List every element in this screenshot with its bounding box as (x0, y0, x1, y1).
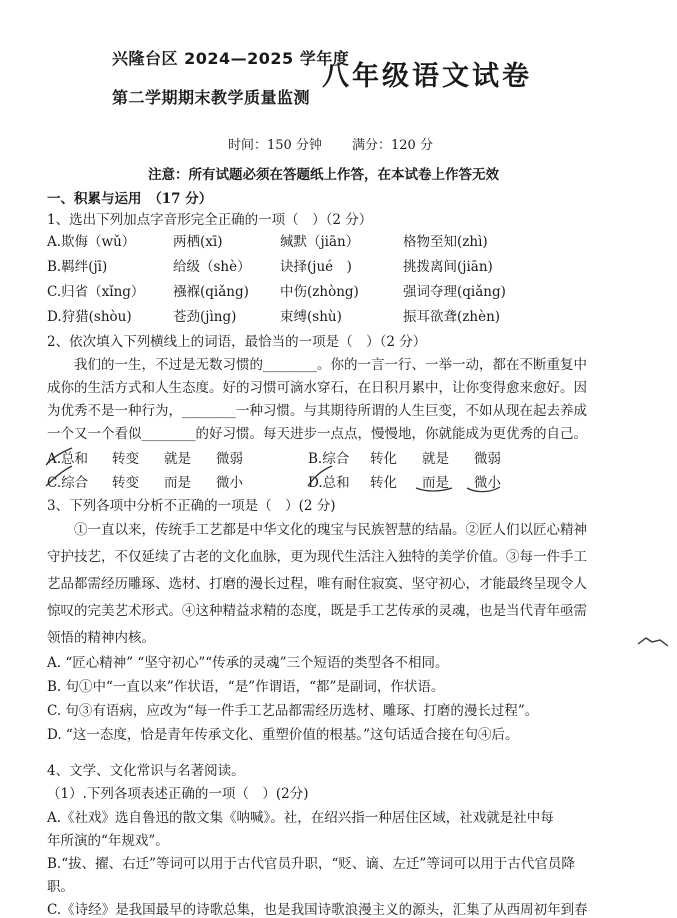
q1-option: 振耳欲聋(zhèn) (403, 309, 501, 325)
q1-option: C.归省（xǐng） (47, 284, 145, 300)
exam-district-year: 兴隆台区 2024—2025 学年度 (112, 49, 350, 68)
section-heading: 一、积累与运用 （17 分） (47, 191, 213, 207)
question-3-passage-line: 守护技艺，不仅延续了古老的文化血脉，更为现代生活注入独特的美学价值。③每一件手工 (47, 549, 587, 565)
q1-option: 苍劲(jìng) (173, 309, 237, 325)
q1-option: A.欺侮（wǔ） (47, 234, 136, 250)
q1-option: 强词夺理(qiǎng) (403, 284, 506, 300)
q1-option: 诀择(jué ) (280, 259, 352, 275)
question-3-option-a: A. “匠心精神” “坚守初心”“传承的灵魂”三个短语的类型各不相同。 (47, 655, 449, 671)
question-4-option-b-line2: 职。 (47, 879, 74, 895)
q2-word: 而是 (422, 475, 449, 491)
q1-option: 束缚(shù) (280, 309, 342, 325)
q1-option: 挑拨离间(jiān) (403, 259, 493, 275)
exam-time: 时间：150 分钟 (228, 138, 322, 153)
question-3-passage-line: 惊叹的完美艺术形式。④这种精益求精的态度，既是手工艺传承的灵魂，也是当代青年亟需 (47, 603, 587, 619)
question-1-row-c (47, 280, 506, 300)
q2-word: C.综合 (47, 475, 89, 491)
question-1-row-a (47, 230, 488, 250)
question-2-option-a (47, 447, 243, 467)
question-4-option-c-line1: C.《诗经》是我国最早的诗歌总集，也是我国诗歌浪漫主义的源头，汇集了从西周初年到春 (47, 902, 588, 918)
exam-semester: 第二学期期末教学质量监测 (112, 88, 311, 107)
question-4-option-a-line2: 年所演的“年规戏”。 (47, 833, 169, 849)
q2-word: D.总和 (308, 475, 350, 491)
q2-word: 微弱 (216, 451, 243, 467)
q1-option: B.羁绊(jī) (47, 259, 108, 275)
question-2-stem: 2、依次填入下列横线上的词语，最恰当的一项是（ ）（2 分） (47, 334, 427, 350)
q2-word: 而是 (164, 475, 191, 491)
pencil-scribble-mark (638, 638, 668, 646)
question-2-passage-line: 为优秀不是一种行为，________一种习惯。与其期待所谓的人生巨变，不如从现在起去养成 (47, 403, 587, 419)
q2-word: 转化 (370, 475, 397, 491)
question-2-passage-line: 我们的一生，不过是无数习惯的________。你的一言一行、一举一动，都在不断重复中 (47, 357, 587, 373)
q2-word: 微小 (216, 475, 243, 491)
exam-title: 八年级语文试卷 (322, 61, 532, 92)
q2-word: 就是 (422, 451, 449, 467)
q2-word: 就是 (164, 451, 191, 467)
q1-option: 格物至知(zhì) (403, 234, 488, 250)
question-2-option-d (308, 471, 501, 491)
q1-option: 给级（shè） (173, 259, 251, 275)
question-1-row-b (47, 255, 493, 275)
question-3-stem: 3、下列各项中分析不正确的一项是（ ）(2 分) (47, 498, 336, 514)
question-3-passage-line: 艺品都需经历雕琢、选材、打磨的漫长过程，唯有耐住寂寞、坚守初心，才能最终呈现令人 (47, 576, 587, 592)
q2-word: B.综合 (308, 451, 350, 467)
q1-option: 襁褓(qiǎng) (173, 284, 249, 300)
q2-word: 转化 (370, 451, 397, 467)
question-4-stem: 4、文学、文化常识与名著阅读。 (47, 763, 245, 779)
question-3-option-d: D. “这一态度，恰是青年传承文化、重塑价值的根基。”这句话适合接在句④后。 (47, 727, 519, 743)
question-1-row-d (47, 305, 500, 325)
exam-notice: 注意：所有试题必须在答题纸上作答，在本试卷上作答无效 (148, 167, 499, 183)
question-4-option-b-line1: B.“拔、擢、右迁”等词可以用于古代官员升职，“贬、谪、左迁”等词可以用于古代官员降 (47, 856, 575, 872)
question-2-option-c (47, 471, 243, 491)
q2-word: A.总和 (47, 451, 89, 467)
q1-option: 两栖(xī) (173, 234, 223, 250)
q2-word: 转变 (112, 475, 139, 491)
exam-score: 满分：120 分 (352, 138, 433, 153)
q2-word: 微小 (474, 475, 501, 491)
question-4-option-a-line1: A.《社戏》选自鲁迅的散文集《呐喊》。社，在绍兴指一种居住区域，社戏就是社中每 (47, 810, 554, 826)
question-4-sub1-stem: （1）.下列各项表述正确的一项（ ）(2分) (47, 786, 309, 802)
q2-word: 微弱 (474, 451, 501, 467)
question-1-stem: 1、选出下列加点字音形完全正确的一项（ ）（2 分） (47, 212, 373, 228)
q1-option: 中伤(zhòng) (280, 284, 359, 300)
question-2-option-b (308, 447, 501, 467)
q2-word: 转变 (112, 451, 139, 467)
question-3-passage-line: 领悟的精神内核。 (47, 630, 155, 646)
q1-option: D.狩猎(shòu) (47, 309, 132, 325)
q1-option: 缄默（jiān） (280, 234, 360, 250)
question-3-option-b: B. 句①中“一直以来”作状语，“是”作谓语，“都”是副词，作状语。 (47, 679, 445, 695)
question-2-passage-line: 成你的生活方式和人生态度。好的习惯可滴水穿石，在日积月累中，让你变得愈来愈好。因 (47, 380, 587, 396)
question-3-option-c: C. 句③有语病，应改为“每一件手工艺品都需经历选材、雕琢、打磨的漫长过程”。 (47, 703, 539, 719)
question-3-passage-line: ①一直以来，传统手工艺都是中华文化的瑰宝与民族智慧的结晶。②匠人们以匠心精神 (47, 522, 587, 538)
question-2-passage-line: 一个又一个看似________的好习惯。每天进步一点点，慢慢地，你就能成为更优秀的自己。 (47, 426, 587, 442)
